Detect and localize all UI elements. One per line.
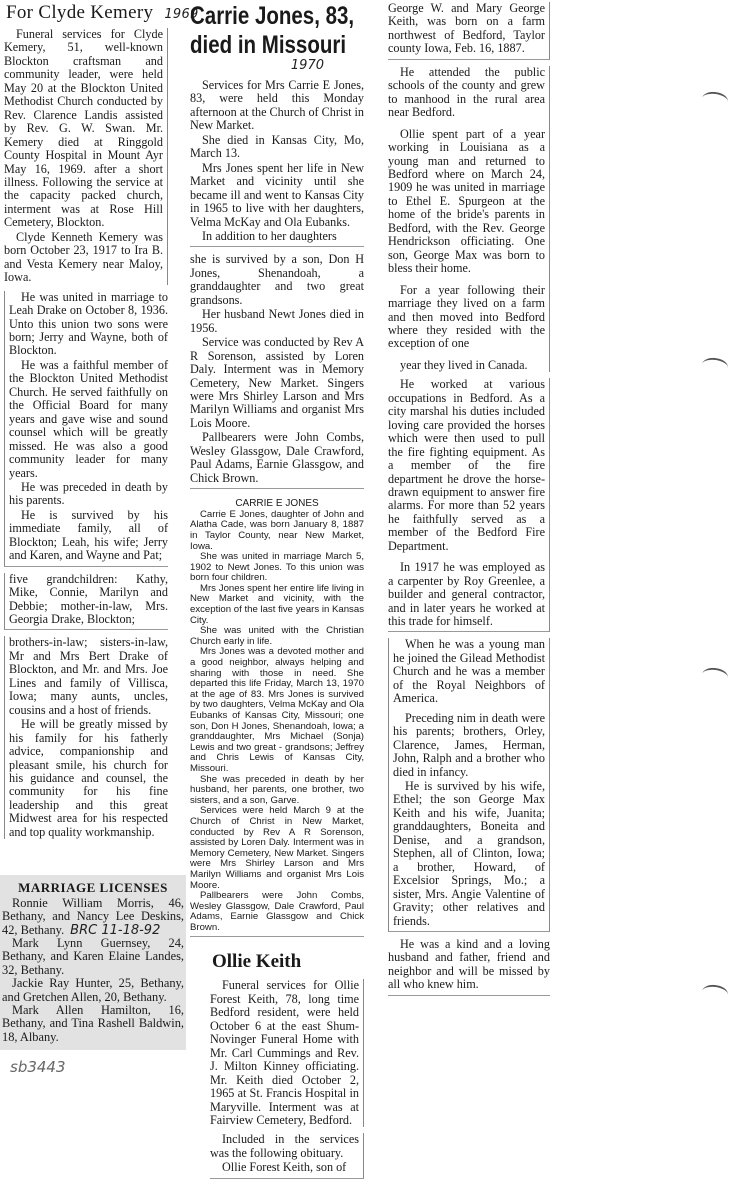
punch-hole-mark <box>701 90 729 109</box>
punch-hole-mark <box>701 356 729 375</box>
keith-col3-block-3 <box>388 378 550 632</box>
keith-col3-block-1 <box>388 2 550 60</box>
paragraph: Carrie E Jones, daughter of John and Alatha Cade, was born January 8, 1887 in Taylor County, near New Market, Iowa. <box>190 508 364 552</box>
license-entry: Mark Allen Hamilton, 16, Bethany, and Tina Rashell Baldwin, 18, Albany. <box>2 1002 184 1044</box>
license-entry-text: Ronnie William Morris, 46, Bethany, and Nancy Lee Deskins, 42, Bethany. <box>2 895 184 937</box>
handwritten-year-1969: 1969 <box>164 7 199 22</box>
punch-hole-mark <box>701 983 729 1002</box>
keith-block-2 <box>210 1133 364 1178</box>
paragraph: George W. and Mary George Keith, was born on a farm northwest of Bedford, Taylor county Iowa, Feb. 16, 1887. <box>388 1 545 56</box>
paragraph: Service was conducted by Rev A R Sorenson, assisted by Loren Daly. Interment was in Memory Cemetery, New Market. Singers were Mrs Shirley Larson and Mrs Marilyn Williams and organist Mrs Lois Moore. <box>190 335 364 430</box>
paragraph: He was united in marriage to Leah Drake on October 8, 1936. Unto this union two sons were born; Jerry and Wayne, both of Blockton. <box>9 289 168 358</box>
jones-obituary <box>190 499 364 937</box>
marriage-licenses-heading: MARRIAGE LICENSES <box>18 880 168 896</box>
column-3 <box>388 0 550 1002</box>
paragraph: five grandchildren: Kathy, Mike, Connie, Marilyn and Debbie; mother-in-law, Mrs. Georgia Drake, Blockton; <box>9 571 168 627</box>
keith-block-1 <box>210 979 364 1127</box>
paragraph: Mrs Jones spent her entire life living in New Market and vicinity, with the exception of the last five years in Kansas City. <box>190 582 364 626</box>
headline-line: Carrie Jones, 83, <box>190 2 355 30</box>
handwritten-code: sb3443 <box>10 1058 66 1077</box>
paragraph: He will be greatly missed by his family for his fatherly advice, companionship and pleasant smile, his church for his guidance and counsel, the community for his fine leadership and this great Midwest area for his respected and top quality workmanship. <box>9 717 168 839</box>
paragraph: Her husband Newt Jones died in 1956. <box>190 307 364 335</box>
headline-line: died in Missouri <box>190 31 347 59</box>
jones-headline <box>190 2 355 60</box>
paragraph: Mrs Jones spent her life in New Market and vicinity until she became ill and went to Kansas City in 1965 to live with her daughters, Velma McKay and Ola Eubanks. <box>190 160 364 229</box>
paragraph: He attended the public schools of the county and grew to manhood in the rural area near Bedford. <box>388 64 545 120</box>
paragraph: For a year following their marriage they lived on a farm and then moved into Bedford where they resided with the exception of one <box>388 282 545 351</box>
paragraph: Pallbearers were John Combs, Wesley Glassgow, Dale Crawford, Paul Adams, Earnie Glassgow and Chick Brown. <box>190 890 364 933</box>
kemery-block-2 <box>4 291 168 567</box>
keith-col3-block-4 <box>388 638 550 932</box>
paragraph: brothers-in-law; sisters-in-law, Mr and Mrs Bert Drake of Blockton, and Mr. and Mrs. Joe Lines and family of Villisca, Iowa; many aunts, uncles, cousins and a host of friends. <box>9 635 168 717</box>
paragraph: Funeral services for Ollie Forest Keith, 78, long time Bedford resident, were held October 6 at the east Shum-Novinger Funeral Home with Mr. Carl Cummings and Rev. J. Milton Kinney officiating. Mr. Keith died October 2, 1965 at St. Francis Hospital in Maryville. Interment was at Fairview Cemetery, Bedford. <box>210 978 359 1128</box>
paragraph: In 1917 he was employed as a carpenter by Roy Greenlee, a builder and general contractor, and in later years he worked at this trade for himself. <box>388 560 545 629</box>
paragraph: Ollie spent part of a year working in Louisiana as a young man and returned to Bedford where on March 24, 1909 he was united in marriage to Ethel E. Spurgeon at the home of the bride's parents in Bedford, with the Rev. George Hendrickson officiating. One son, George Max was born to bless their home. <box>388 126 545 276</box>
marriage-licenses-box <box>0 875 186 1050</box>
handwritten-date: BRC 11-18-92 <box>70 922 161 938</box>
license-entry: Jackie Ray Hunter, 25, Bethany, and Gretchen Allen, 20, Bethany. <box>2 976 184 1004</box>
paragraph: When he was a young man he joined the Gilead Methodist Church and he was a member of the Royal Neighbors of America. <box>393 637 545 706</box>
kemery-headline: For Clyde Kemery <box>6 2 154 23</box>
handwritten-year-1970: 1970 <box>290 58 324 73</box>
license-entry: Mark Lynn Guernsey, 24, Bethany, and Karen Elaine Landes, 32, Bethany. <box>2 935 184 977</box>
column-2 <box>190 0 364 1185</box>
paragraph: Mrs Jones was a devoted mother and a good neighbor, always helping and sharing with those in need. She departed this life Friday, March 13, 1970 at the age of 83. Mrs Jones is survived by two daughters, Velma McKay and Ola Eubanks of Kansas City, Missouri; one son, Don H Jones, Shenandoah, Iowa; a granddaughter, Mrs Michael (Sonja) Lewis and two great - grandsons; Jeffrey and Chris Lewis of Kansas City, Missouri. <box>190 646 364 774</box>
paragraph: Clyde Kenneth Kemery was born October 23, 1917 to Ira B. and Vesta Kemery near Maloy, Iowa. <box>4 229 163 285</box>
paragraph: Ollie Forest Keith, son of <box>222 1160 347 1175</box>
paragraph: She was united in marriage March 5, 1902 to Newt Jones. To this union was born four children. <box>190 551 364 584</box>
obituary-heading: CARRIE E JONES <box>235 498 319 510</box>
license-entry <box>2 897 184 937</box>
paragraph: Services for Mrs Carrie E Jones, 83, were held this Monday afternoon at the Church of Christ in New Market. <box>190 78 364 133</box>
kemery-headline-row <box>6 2 199 24</box>
paragraph: He was a kind and a loving husband and father, friend and neighbor and will be missed by all who knew him. <box>388 937 550 992</box>
keith-headline: Ollie Keith <box>212 951 302 973</box>
paragraph: Services were held March 9 at the Church of Christ in New Market, conducted by Rev A R Sorenson, assisted by Loren Daly. Interment was in Memory Cemetery, New Market. Singers were Mrs Shirley Larson and Mrs Marilyn Williams and organist Mrs Lois Moore. <box>190 805 364 891</box>
jones-block-2 <box>190 253 364 489</box>
kemery-block-1 <box>4 28 168 285</box>
punch-hole-mark <box>701 666 729 685</box>
paragraph: year they lived in Canada. <box>400 357 528 372</box>
paragraph: He is survived by his immediate family, all of Blockton; Leah, his wife; Jerry and Karen, and Wayne and Pat; <box>9 507 168 563</box>
jones-block-1 <box>190 79 364 247</box>
paragraph: Funeral services for Clyde Kemery, 51, well-known Blockton craftsman and community leader, were held May 20 at the Blockton United Methodist Church conducted by Rev. Clarence Landis assisted by Rev. G. W. Swan. Mr. Kemery died at Ringgold County Hospital in Mount Ayr May 16, 1969. after a short illness. Following the service at the capacity packed church, interment was at Rose Hill Cemetery, Blockton. <box>4 27 163 230</box>
keith-col3-block-5 <box>388 938 550 996</box>
paragraph: she is survived by a son, Don H Jones, Shenandoah, a granddaughter and two great grandsons. <box>190 252 364 307</box>
paragraph: She died in Kansas City, Mo, March 13. <box>190 132 364 161</box>
kemery-block-3 <box>4 573 168 631</box>
paragraph: Included in the services was the following obituary. <box>210 1132 359 1160</box>
column-1 <box>2 0 199 1077</box>
paragraph: She was preceded in death by her husband, her parents, one brother, two sisters, and a son, Garve. <box>190 773 364 806</box>
paragraph: Preceding nim in death were his parents; brothers, Orley, Clarence, James, Herman, John, Ralph and a brother who died in infancy. <box>393 710 545 779</box>
paragraph: In addition to her daughters <box>202 228 337 243</box>
kemery-block-4 <box>4 636 168 839</box>
paragraph: He is survived by his wife, Ethel; the son George Max Keith and his wife, Juanita; granddaughters, Boneita and Denise, and a grandson, Stephen, all of Clinton, Iowa; a brother, Howard, of Excelsior Springs, Mo.; a sister, Mrs. Angie Valentine of Gravity; other relatives and friends. <box>393 779 545 928</box>
paragraph: He was preceded in death by his parents. <box>9 479 168 508</box>
paragraph: He was a faithful member of the Blockton United Methodist Church. He served faithfully on the Official Board for many years and gave wise and sound counsel which will be greatly missed. He was also a good community leader for many years. <box>9 357 168 480</box>
paragraph: Pallbearers were John Combs, Wesley Glassgow, Dale Crawford, Paul Adams, Earnie Glassgow, and Chick Brown. <box>190 430 364 485</box>
paragraph: He worked at various occupations in Bedford. As a city marshal his duties included loving care provided the horses which were then used to pull the fire fighting equipment. As a member of the fire department he drove the horse-drawn equipment to answer fire alarms. For more than 52 years he faithfully served as a member of the Bedford Fire Department. <box>388 377 545 553</box>
keith-col3-block-2 <box>388 66 550 373</box>
paragraph: She was united with the Christian Church early in life. <box>190 625 364 647</box>
